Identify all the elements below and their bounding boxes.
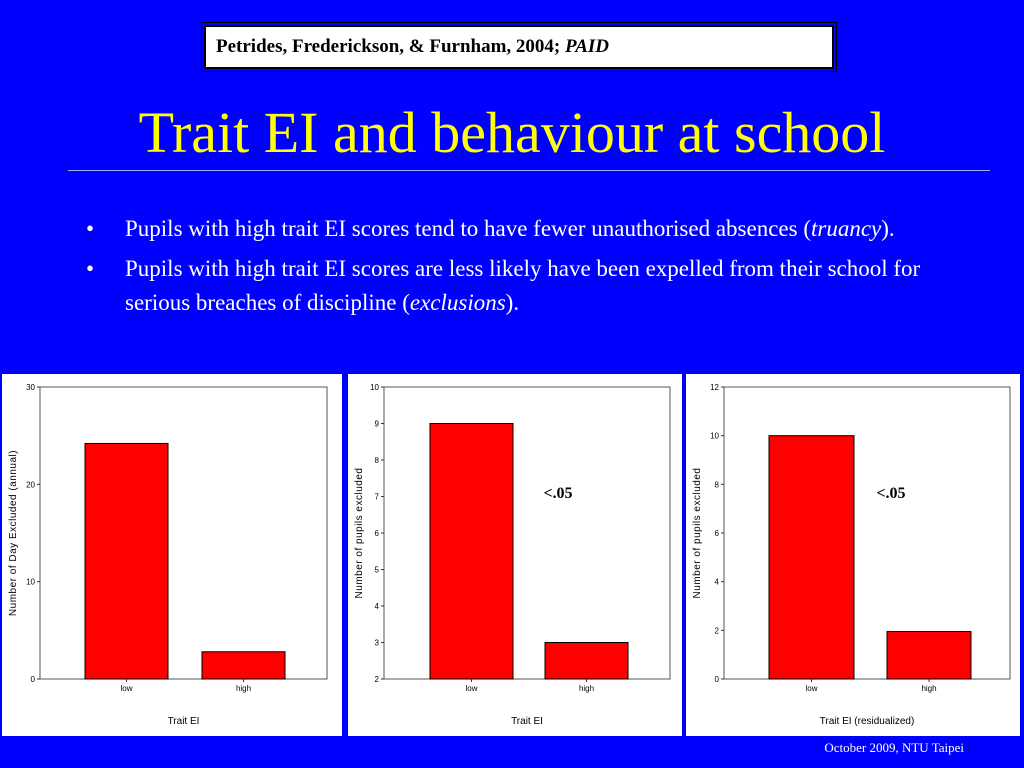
y-axis-label: Number of pupils excluded (692, 467, 703, 599)
citation-journal: PAID (565, 36, 609, 57)
citation-authors: Petrides, Frederickson, & Furnham, 2004; (216, 36, 561, 57)
y-tick-label: 9 (374, 419, 379, 429)
x-tick-label: high (578, 684, 595, 693)
chart-panel-pupils-excluded (348, 374, 682, 736)
y-tick-label: 7 (374, 492, 379, 502)
bar-low (85, 443, 168, 679)
bullet-text (125, 252, 966, 320)
footer-note: October 2009, NTU Taipei (824, 740, 964, 755)
y-tick-label: 2 (714, 626, 719, 636)
x-axis-label: Trait EI (511, 716, 543, 727)
bullet-item (86, 252, 966, 320)
y-tick-label: 12 (710, 383, 719, 392)
y-tick-label: 6 (714, 529, 719, 538)
bullet-text-suffix: ). (505, 290, 520, 315)
y-tick-label: 10 (370, 383, 379, 392)
bullet-list (86, 212, 966, 326)
y-tick-label: 10 (26, 577, 35, 587)
y-tick-label: 2 (374, 675, 379, 684)
y-tick-label: 6 (374, 529, 379, 538)
y-tick-label: 4 (714, 577, 719, 587)
chart-days-excluded (2, 374, 342, 736)
x-tick-label: low (120, 684, 133, 693)
y-axis-label: Number of Day Excluded (annual) (8, 449, 19, 617)
chart-pupils-excluded-residualized (686, 374, 1020, 736)
x-tick-label: low (805, 684, 818, 693)
x-axis-label: Trait EI (residualized) (819, 716, 915, 727)
slide-title: Trait EI and behaviour at school (138, 100, 886, 165)
x-tick-label: high (235, 684, 252, 693)
y-tick-label: 8 (374, 456, 379, 465)
y-tick-label: 8 (714, 480, 719, 490)
y-axis-label: Number of pupils excluded (354, 467, 365, 599)
plot-frame (384, 387, 670, 679)
x-tick-label: low (465, 684, 478, 693)
y-tick-label: 0 (30, 675, 35, 684)
x-tick-label: high (921, 684, 937, 693)
y-tick-label: 10 (710, 431, 719, 441)
bullet-item (86, 212, 966, 246)
y-tick-label: 20 (26, 480, 35, 490)
bullet-text-suffix: ). (881, 216, 895, 241)
bar-high (545, 643, 628, 680)
chart-panel-pupils-excluded-residualized (686, 374, 1020, 736)
chart-pupils-excluded (348, 374, 682, 736)
y-tick-label: 30 (26, 383, 35, 392)
bar-low (769, 436, 854, 679)
bar-high (202, 652, 285, 679)
y-tick-label: 4 (374, 602, 379, 611)
bar-low (430, 424, 513, 680)
chart-panel-days-excluded (2, 374, 342, 736)
bullet-dot: • (86, 216, 95, 241)
bullet-dot: • (86, 256, 95, 281)
citation-box (204, 25, 834, 69)
x-axis-label: Trait EI (167, 716, 200, 727)
y-tick-label: 0 (714, 675, 719, 684)
title-divider (68, 170, 990, 171)
significance-annotation: <.05 (876, 485, 906, 502)
y-tick-label: 5 (374, 565, 379, 575)
bar-high (887, 632, 971, 679)
y-tick-label: 3 (374, 638, 379, 648)
bullet-text-prefix: Pupils with high trait EI scores are less likely have been expelled from their school for serious breaches of discipline ( (125, 256, 921, 315)
significance-annotation: <.05 (543, 485, 573, 502)
bullet-text-italic: exclusions (409, 290, 506, 315)
bullet-text (125, 212, 895, 246)
plot-frame (40, 387, 327, 679)
bullet-text-italic: truancy (810, 216, 882, 241)
bullet-text-prefix: Pupils with high trait EI scores tend to have fewer unauthorised absences ( (125, 216, 811, 241)
